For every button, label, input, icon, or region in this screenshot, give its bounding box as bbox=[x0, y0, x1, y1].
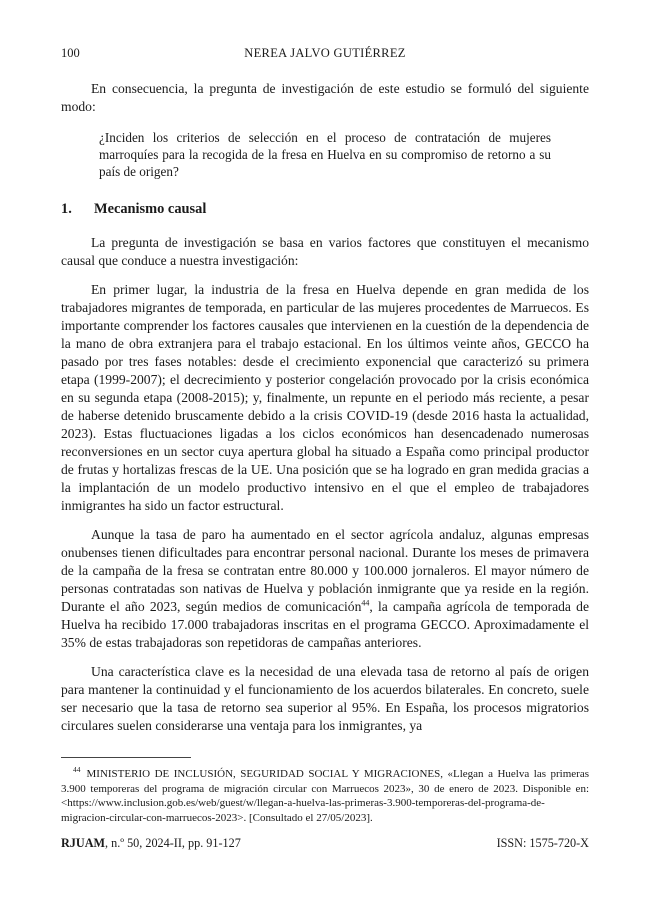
main-text bbox=[61, 80, 589, 735]
intro-paragraph: En consecuencia, la pregunta de investigación de este estudio se formuló del siguiente modo: bbox=[61, 81, 589, 114]
running-header bbox=[61, 46, 589, 64]
research-question: ¿Inciden los criterios de selección en el proceso de contratación de mujeres marroquíes para la recogida de la fresa en Huelva en su compromiso de retorno a su país de origen? bbox=[99, 130, 551, 179]
journal-citation bbox=[61, 836, 241, 851]
paragraph-3 bbox=[61, 526, 589, 652]
footnote-reference[interactable]: 44 bbox=[361, 598, 370, 608]
journal-name: RJUAM bbox=[61, 836, 106, 850]
paragraph-3-part-a: Aunque la tasa de paro ha aumentado en el sector agrícola andaluz, algunas empresas onubenses tienen dificultades para encontrar personal nacional. Durante los meses de primavera de la campaña de la fresa se contratan entre 80.000 y 100.000 jornaleros. El mayor número de personas contratadas son nativas de Huelva y población inmigrante que ya reside en la región. Durante el año 2023, según medios de comunicación bbox=[61, 527, 589, 614]
paragraph-2: En primer lugar, la industria de la fresa en Huelva depende en gran medida de los trabajadores migrantes de temporada, en particular de las mujeres procedentes de Marruecos. Es importante comprender los factores causales que intervienen en la cuestión de la dependencia de la mano de obra extranjera para el trabajo estacional. En los últimos veinte años, GECCO ha pasado por tres fases notables: desde el crecimiento exponencial que caracterizó su primera etapa (1999-2007); el decrecimiento y posterior congelación provocado por la crisis económica en su segunda etapa (2008-2015); y, finalmente, un repunte en el periodo más reciente, a pesar de haberse detenido bruscamente debido a la crisis COVID-19 (desde 2016 hasta la actualidad, 2023). Estas fluctuaciones ligadas a los ciclos económicos han desencadenado numerosas reconversiones en un sector cuya apertura global ha situado a España como principal productor de frutas y hortalizas frescas de la UE. Una posición que se ha logrado en gran medida gracias a la implantación de un modelo productivo intensivo en el que el empleo de trabajadores inmigrantes ha sido un factor estructural. bbox=[61, 282, 589, 513]
paragraph-3-part-b: , la campaña agrícola de temporada de Huelva ha recibido 17.000 trabajadoras inscritas en el programa GECCO. Aproximadamente el 35% de estas trabajadoras son repetidoras de campañas anteriores. bbox=[61, 599, 589, 650]
page-number: 100 bbox=[61, 46, 80, 60]
paragraph-4: Una característica clave es la necesidad de una elevada tasa de retorno al país de origen para mantener la continuidad y el funcionamiento de los acuerdos bilaterales. En concreto, suele ser necesario que la tasa de retorno sea superior al 95%. En España, los procesos migratorios circulares suelen considerarse una ventaja para los inmigrantes, ya bbox=[61, 664, 589, 733]
paragraph-1: La pregunta de investigación se basa en varios factores que constituyen el mecanismo causal que conduce a nuestra investigación: bbox=[61, 235, 589, 268]
issn: ISSN: 1575-720-X bbox=[496, 836, 589, 850]
journal-issue: , n.º 50, 2024-II, pp. 91-127 bbox=[105, 836, 241, 850]
footnote bbox=[61, 767, 589, 825]
section-number: 1. bbox=[61, 201, 72, 217]
section-heading bbox=[61, 200, 589, 218]
footnote-number: 44 bbox=[73, 765, 81, 775]
footnote-divider bbox=[61, 757, 191, 758]
footnote-text: MINISTERIO DE INCLUSIÓN, SEGURIDAD SOCIAL Y MIGRACIONES, «Llegan a Huelva las primeras 3.900 temporeras del programa de migración circular con Marruecos 2023», 30 de enero de 2023. Disponible en: <https://www.inclusion.gob.es/web/guest/w/llegan-a-huelva-las-primeras-3.900-temporeras-del-programa-de-migracion-circular-con-marruecos-2023>. [Consultado el 27/05/2023]. bbox=[61, 768, 589, 824]
section-title: Mecanismo causal bbox=[94, 201, 207, 217]
running-author: NEREA JALVO GUTIÉRREZ bbox=[244, 46, 406, 60]
